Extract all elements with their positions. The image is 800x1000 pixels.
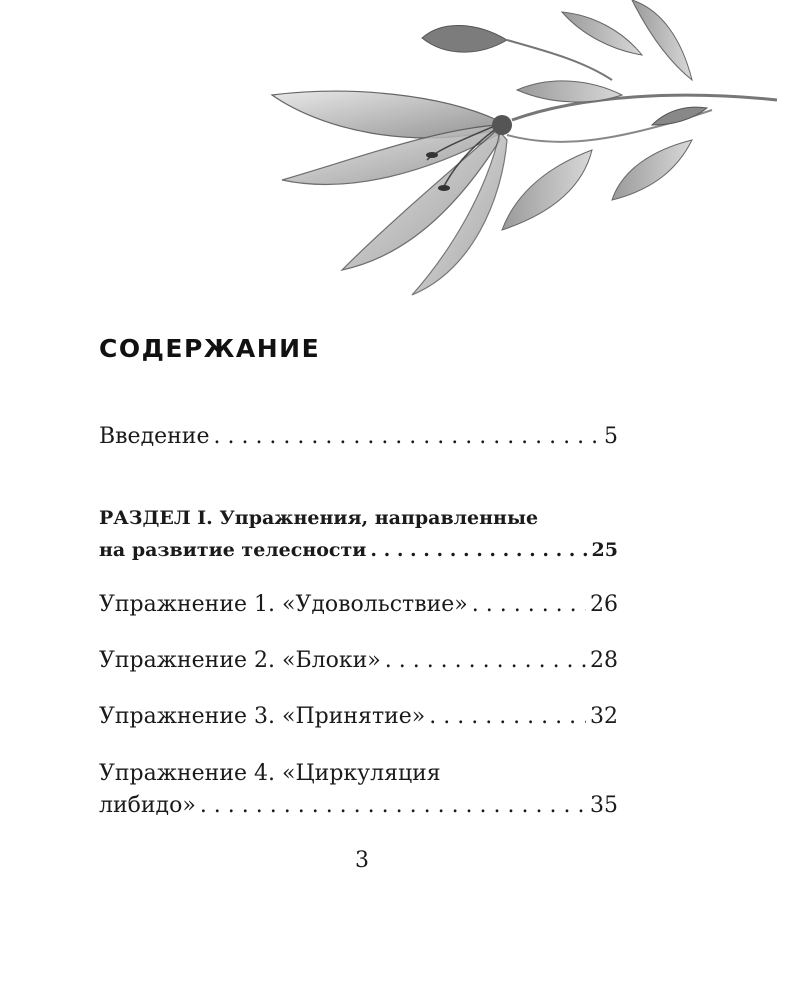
toc-entry-page: 25	[591, 539, 618, 561]
toc-entry-page: 5	[604, 424, 618, 449]
leader-dots	[429, 701, 586, 733]
toc-entry-label-line2: на развитие телесности	[99, 539, 367, 561]
toc-entry-page: 35	[590, 793, 618, 818]
leader-dots	[385, 645, 586, 677]
toc-entry-label-line2: либидо»	[99, 793, 196, 818]
toc-entry-page: 32	[590, 704, 618, 729]
leader-dots	[472, 589, 586, 621]
toc-entry-label: Упражнение 3. «Принятие»	[99, 704, 426, 729]
toc-entry-page: 28	[590, 648, 618, 673]
leader-dots	[213, 421, 600, 453]
leader-dots	[200, 790, 586, 822]
toc-entry-exercise-3[interactable]	[99, 701, 618, 733]
toc-entry-exercise-2[interactable]	[99, 645, 618, 677]
toc-entry-label: Упражнение 1. «Удовольствие»	[99, 592, 468, 617]
toc-entry-exercise-1[interactable]	[99, 589, 618, 621]
leader-dots	[370, 534, 587, 566]
toc-entry-introduction[interactable]	[99, 421, 618, 453]
flower-illustration	[262, 0, 782, 300]
toc-entry-section-1[interactable]	[99, 502, 618, 566]
toc-entry-label: Упражнение 2. «Блоки»	[99, 648, 381, 673]
toc-title: СОДЕРЖАНИЕ	[99, 334, 321, 363]
page-number: 3	[355, 848, 369, 873]
toc-entry-page: 26	[590, 592, 618, 617]
toc-entry-exercise-4[interactable]	[99, 758, 618, 822]
toc-entry-label-line1: РАЗДЕЛ I. Упражнения, направленные	[99, 507, 539, 529]
toc-entry-label: Введение	[99, 424, 210, 449]
toc-entry-label-line1: Упражнение 4. «Циркуляция	[99, 761, 441, 786]
